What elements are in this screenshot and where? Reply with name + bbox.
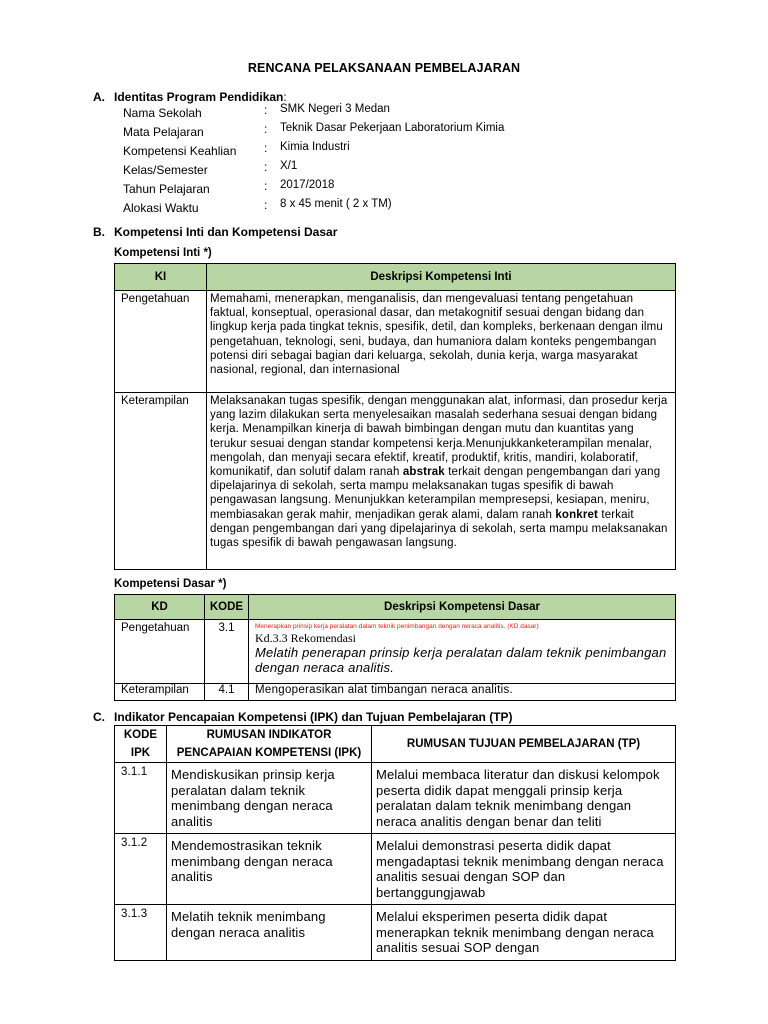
section-c-title: Indikator Pencapaian Kompetensi (IPK) dan Tujuan Pembelajaran (TP) (114, 710, 513, 724)
kd-header-desc: Deskripsi Kompetensi Dasar (249, 595, 676, 620)
ipk-tp: Melalui demonstrasi peserta didik dapat mengadaptasi teknik menimbang dengan neraca analitis sesuai dengan SOP dan bertanggungjawab (372, 834, 676, 905)
ipk-header-tp: RUMUSAN TUJUAN PEMBELAJARAN (TP) (372, 726, 676, 763)
ipk-code: 3.1.1 (115, 763, 167, 834)
identity-value: Kimia Industri (280, 141, 350, 153)
kd-recommended-text: Melatih penerapan prinsip kerja peralatan dalam teknik penimbangan dengan neraca analitis. (255, 645, 667, 675)
kd-subheading: Kompetensi Dasar *) (114, 578, 227, 590)
kd-row-pengetahuan (115, 620, 676, 684)
ki-header-ki: KI (115, 264, 207, 291)
identity-colon: : (264, 179, 268, 193)
section-b-title: Kompetensi Inti dan Kompetensi Dasar (114, 225, 338, 239)
section-a-letter: A. (93, 90, 105, 104)
ipk-code: 3.1.3 (115, 905, 167, 961)
ipk-header-code (115, 726, 167, 763)
ki-desc-part: terkait dengan pengembangan dari yang dipelajarinya di sekolah, serta mampu melaksanakan tugas spesifik di bawah pengawasan langsung. (210, 508, 668, 550)
ki-desc-part: Melaksanakan tugas spesifik, dengan menggunakan alat, informasi, dan prosedur kerja yang lazim dilakukan serta menyelesaikan masalah sederhana sesuai dengan bidang kerja. Menampilkan kinerja di bawah bimbingan dengan mutu dan kuantitas yang terukur sesuai dengan standar kompetensi kerja.Menunjukkanketerampilan menalar, mengolah, dan menyaji secara efektif, kreatif, produktif, kritis, mandiri, kolaboratif, komunikatif, dan solutif dalam ranah (210, 395, 668, 479)
ki-header-desc: Deskripsi Kompetensi Inti (207, 264, 676, 291)
section-a-title-colon: : (283, 90, 287, 104)
identity-colon: : (264, 122, 268, 136)
identity-value: X/1 (280, 160, 298, 172)
section-c-letter: C. (93, 710, 105, 724)
ki-subheading: Kompetensi Inti *) (114, 247, 212, 259)
ipk-row (115, 834, 676, 905)
ipk-row (115, 763, 676, 834)
identity-value: 2017/2018 (280, 179, 335, 191)
kd-table (114, 594, 676, 701)
page-title: RENCANA PELAKSANAAN PEMBELAJARAN (247, 61, 521, 75)
ipk-code: 3.1.2 (115, 834, 167, 905)
section-b-letter: B. (93, 225, 105, 239)
ipk-table (114, 725, 676, 961)
kd-note: Menerapkan prinsip kerja peralatan dalam teknik penimbangan dengan neraca analitis. (KD dasar) (255, 623, 539, 630)
ki-description: Memahami, menerapkan, menganalisis, dan mengevaluasi tentang pengetahuan faktual, konseptual, operasional dasar, dan metakognitif sesuai dengan bidang dan lingkup kerja pada tingkat teknis, spesifik, detil, dan kompleks, berkenaan dengan ilmu pengetahuan, teknologi, seni, budaya, dan humaniora dalam konteks pengembangan potensi diri sebagai bagian dari keluarga, sekolah, dunia kerja, warga masyarakat nasional, regional, dan internasional (207, 291, 676, 393)
kd-description (249, 620, 676, 684)
section-b-heading (93, 225, 337, 239)
kd-row-keterampilan (115, 684, 676, 701)
ipk-tp: Melalui eksperimen peserta didik dapat menerapkan teknik menimbang dengan neraca analitis sesuai SOP dengan (372, 905, 676, 961)
identity-colon: : (264, 198, 268, 212)
ki-table (114, 263, 676, 570)
kd-description: Mengoperasikan alat timbangan neraca analitis. (249, 684, 676, 701)
ki-desc-part: terkait dengan pengembangan dari yang dipelajarinya di sekolah, serta mampu melaksanakan tugas spesifik di bawah pengawasan langsung. Menunjukkan keterampilan mempresepsi, kesiapan, meniru, membiasakan gerak mahir, menjadikan gerak alami, dalam ranah (210, 466, 661, 521)
ki-keyword-konkret: konkret (555, 508, 598, 521)
ki-header-row (115, 264, 676, 291)
kd-category: Pengetahuan (115, 620, 205, 684)
ipk-header-indicator-line2: PENCAPAIAN KOMPETENSI (IPK) (176, 747, 362, 759)
ipk-header-indicator-line1: RUMUSAN INDIKATOR (206, 729, 332, 741)
identity-label: Nama Sekolah (123, 106, 202, 120)
ki-row-keterampilan (115, 393, 676, 570)
section-c-heading (93, 710, 513, 724)
ipk-header-code-line2: IPK (130, 747, 151, 759)
kd-header-kode: KODE (205, 595, 249, 620)
ipk-indicator: Mendiskusikan prinsip kerja peralatan dalam teknik menimbang dengan neraca analitis (167, 763, 372, 834)
identity-value: Teknik Dasar Pekerjaan Laboratorium Kimia (280, 122, 505, 134)
identity-colon: : (264, 103, 268, 117)
identity-label: Kelas/Semester (123, 163, 208, 177)
ipk-tp: Melalui membaca literatur dan diskusi kelompok peserta didik dapat menggali prinsip kerja peralatan dalam teknik menimbang dengan neraca analitis dengan benar dan teliti (372, 763, 676, 834)
identity-value: 8 x 45 menit ( 2 x TM) (280, 198, 392, 210)
kd-category: Keterampilan (115, 684, 205, 701)
identity-label: Alokasi Waktu (123, 201, 199, 215)
section-a-heading (93, 90, 287, 104)
ki-description (207, 393, 676, 570)
identity-colon: : (264, 160, 268, 174)
identity-label: Tahun Pelajaran (123, 182, 210, 196)
kd-recommendation: Kd.3.3 Rekomendasi (255, 631, 356, 645)
ipk-header-row (115, 726, 676, 763)
ipk-header-indicator (167, 726, 372, 763)
ki-category: Pengetahuan (115, 291, 207, 393)
ki-row-pengetahuan (115, 291, 676, 393)
identity-label: Mata Pelajaran (123, 125, 204, 139)
ipk-indicator: Mendemostrasikan teknik menimbang dengan neraca analitis (167, 834, 372, 905)
ki-category: Keterampilan (115, 393, 207, 570)
kd-header-row (115, 595, 676, 620)
kd-code: 3.1 (205, 620, 249, 684)
section-a-title: Identitas Program Pendidikan (114, 90, 284, 104)
ipk-header-code-line1: KODE (123, 729, 158, 741)
identity-colon: : (264, 141, 268, 155)
ipk-row (115, 905, 676, 961)
identity-value: SMK Negeri 3 Medan (280, 103, 390, 115)
kd-code: 4.1 (205, 684, 249, 701)
identity-label: Kompetensi Keahlian (123, 144, 237, 158)
kd-header-kd: KD (115, 595, 205, 620)
ipk-indicator: Melatih teknik menimbang dengan neraca analitis (167, 905, 372, 961)
ki-keyword-abstrak: abstrak (402, 466, 445, 479)
